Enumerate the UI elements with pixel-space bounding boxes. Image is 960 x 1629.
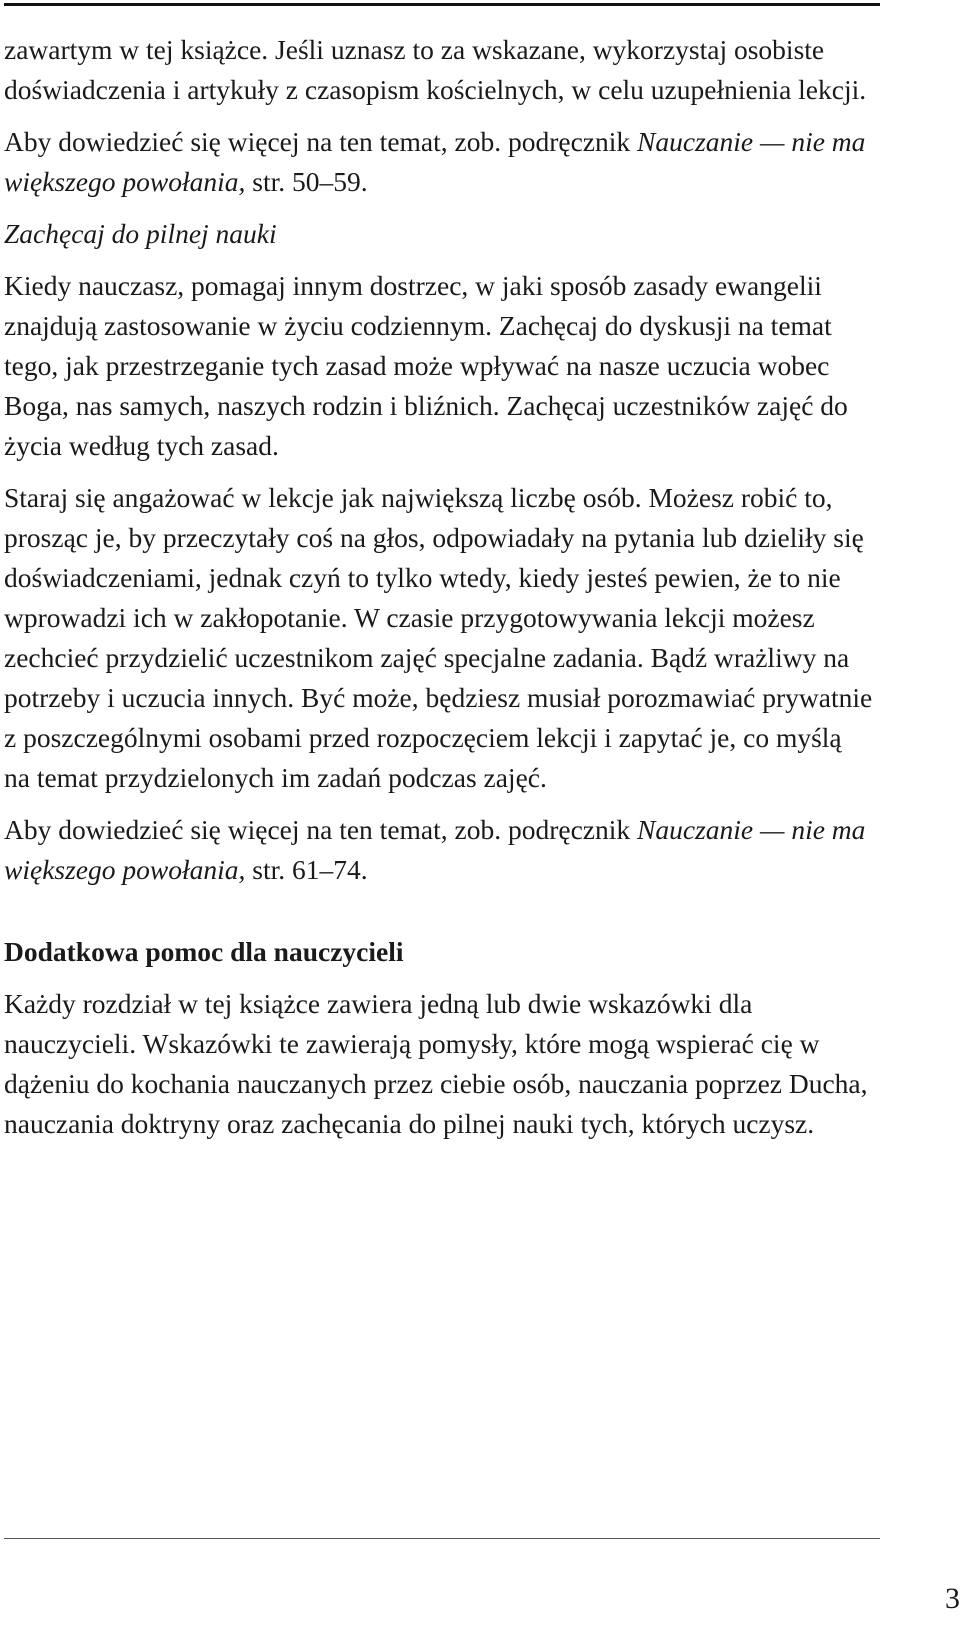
- paragraph-teacher-help: Każdy rozdział w tej książce zawiera jedną lub dwie wskazówki dla nauczycieli. Wskazówki te zawierają pomysły, które mogą wspierać cię w dążeniu do kochania nauczanych przez ciebie osób, nauczania poprzez Ducha, nauczania doktryny oraz zachęcania do pilnej nauki tych, których uczysz.: [4, 988, 868, 1139]
- reference-1-suffix: str. 50–59.: [245, 166, 368, 197]
- section-heading: Dodatkowa pomoc dla nauczycieli: [4, 936, 404, 967]
- page-number: 3: [945, 1582, 960, 1615]
- paragraph-intro: zawartym w tej książce. Jeśli uznasz to za wskazane, wykorzystaj osobiste doświadczenia i artykuły z czasopism kościelnych, w celu uzupełnienia lekcji.: [4, 34, 867, 105]
- reference-2-title: Nauczanie — nie ma większego powołania,: [4, 814, 866, 885]
- reference-1-title: Nauczanie — nie ma większego powołania,: [4, 126, 866, 197]
- reference-2-suffix: str. 61–74.: [245, 854, 368, 885]
- reference-2: [4, 810, 874, 890]
- reference-2-prefix: Aby dowiedzieć się więcej na ten temat, zob. podręcznik: [4, 814, 638, 845]
- bottom-rule: [4, 1538, 880, 1539]
- paragraph-application: Kiedy nauczasz, pomagaj innym dostrzec, w jaki sposób zasady ewangelii znajdują zastosowanie w życiu codziennym. Zachęcaj do dyskusji na temat tego, jak przestrzeganie tych zasad może wpływać na nasze uczucia wobec Boga, nas samych, naszych rodzin i bliźnich. Zachęcaj uczestników zajęć do życia według tych zasad.: [4, 270, 848, 461]
- paragraph-engagement: Staraj się angażować w lekcje jak największą liczbę osób. Możesz robić to, prosząc je, by przeczytały coś na głos, odpowiadały na pytania lub dzieliły się doświadczeniami, jednak czyń to tylko wtedy, kiedy jesteś pewien, że to nie wprowadzi ich w zakłopotanie. W czasie przygotowywania lekcji możesz zechcieć przydzielić uczestnikom zajęć specjalne zadania. Bądź wrażliwy na potrzeby i uczucia innych. Być może, będziesz musiał porozmawiać prywatnie z poszczególnymi osobami przed rozpoczęciem lekcji i zapytać je, co myślą na temat przydzielonych im zadań podczas zajęć.: [4, 482, 873, 793]
- reference-1: [4, 122, 874, 202]
- page-body: [4, 30, 874, 1156]
- reference-1-prefix: Aby dowiedzieć się więcej na ten temat, zob. podręcznik: [4, 126, 638, 157]
- top-rule: [4, 3, 880, 6]
- subheading: Zachęcaj do pilnej nauki: [4, 218, 277, 249]
